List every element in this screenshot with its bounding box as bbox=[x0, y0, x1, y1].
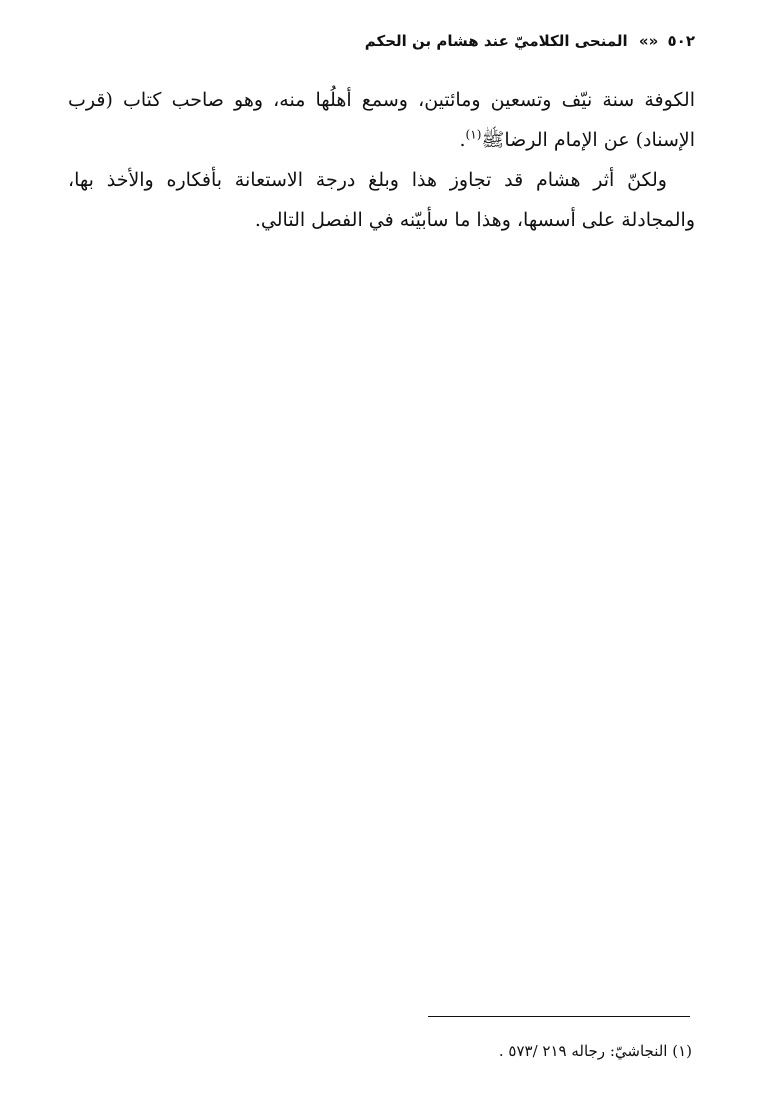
footnote: (١) النجاشيّ: رجاله ٢١٩ /٥٧٣ . bbox=[498, 1042, 692, 1060]
body-text bbox=[68, 80, 695, 240]
paragraph-1-end: . bbox=[459, 129, 466, 151]
paragraph-1-text: الكوفة سنة نيّف وتسعين ومائتين، وسمع أهلُها منه، وهو صاحب كتاب (قرب الإسناد) عن الإمام الرضا bbox=[68, 89, 695, 151]
paragraph-1 bbox=[68, 80, 695, 160]
paragraph-2: ولكنّ أثر هشام قد تجاوز هذا وبلغ درجة الاستعانة بأفكاره والأخذ بها، والمجادلة على أسسها، وهذا ما سأبيّنه في الفصل التالي. bbox=[68, 169, 695, 231]
running-header bbox=[68, 30, 695, 52]
honorific-symbol: ﷺ bbox=[481, 129, 505, 151]
footnote-reference: (١) bbox=[465, 127, 482, 142]
footnote-divider bbox=[428, 1016, 690, 1017]
page-number: ٥٠٢ bbox=[667, 32, 695, 50]
header-title: المنحى الكلاميّ عند هشام بن الحكم bbox=[364, 32, 628, 50]
header-separator: «» bbox=[638, 32, 659, 50]
